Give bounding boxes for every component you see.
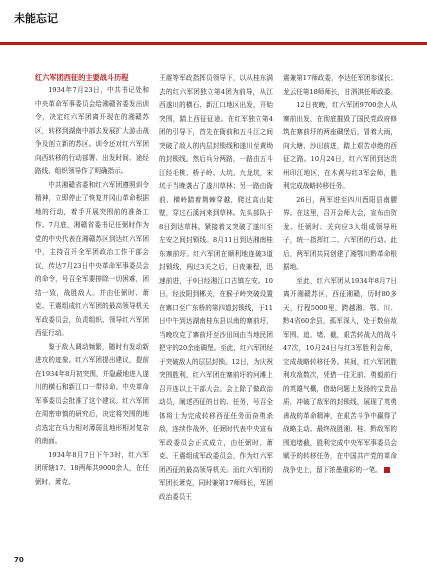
- text-column-2: [159, 72, 273, 504]
- paragraph: 鉴于敌人调动频繁，随时有发动新进攻的迹象。红六军团提出建议，提前在1934年8月初突围，并隐蔽地进入遂川的横石和新江口一带待命。中央革命军事委员会批准了这个建议。红六军团在周密审慎的研究后，决定将突围的地点选定在兵力相对薄弱且地形相对复杂的南面。: [35, 342, 149, 445]
- end-mark-icon: [384, 467, 390, 473]
- text-column-1: [35, 72, 149, 489]
- paragraph: 1934年7月23日，中共书记处和中央革命军事委员会给湘赣省委发出训令，决定红六军团离开现在的湘赣苏区，转移到湖南中部去发展扩大游击战争及创立新的苏区。训令还对红六军团向西转移的行动部署、出发时间、途经路线、组织领导作了明确指示。: [35, 86, 149, 175]
- page-number: 70: [14, 556, 24, 564]
- section-title: 红六军团西征的主要战斗历程: [35, 73, 129, 82]
- running-header: [0, 0, 427, 40]
- text-column-3: [283, 72, 397, 477]
- paragraph: 王震等军政指挥员领导下，以从桂东满去的红六军团独立第4团为前导，从江西遂川的横石、新江口地区出发，开始突围，踏上西征征途。在红军独立第4团的引导下，首先在衙前和五斗江之间突破了敌人的内层封锁线和遂川至黄坳的封锁线。然后兵分两路，一路由五斗江经毛桃、桥子岭、大坑、九龙坑，宋坑于当晚袭占了遂川草林；另一路由衙前、横岭踏着荆棘穿越，爬过高山陡壁，穿过石溪河来到草林。先头部队于8日到达草林。紧接着又突破了遂川至左安之间封锁线。8月11日到达湘南桂东寨前圩。红六军团在顺利地连破3道封锁线，闯过3关之后，日夜兼程，迅速前进，于9日经湘江口古镇左安。10日，经汝阳到郴关，在猴子岭突破设置在寨口至广东桥的第四道封锁线，于11日中午到达湖南桂东县以南的寨前圩，当晚攻克了寨前圩至沙田间由当地民团把守的20余座碉堡。至此，红六军团经于突破敌人的层层封锁。12日，为庆祝突围胜利，红六军团在寨前圩的河滩上召开连以上干部大会。会上除了做政治动员，阐述西征的目的、任务，号召全体将士为完成转移西征任务而奋勇杀敌，连续作战外，任弼时代表中央宣布军政委员会正式成立，由任弼时、萧克、王震组成军政委员会，作为红六军团西征的最高领导机关。而红六军团的军团长萧克，同时兼第17师师长，军团政治委员王: [159, 74, 273, 501]
- article-body: [35, 72, 397, 550]
- paragraph: 26日，两军进至四川酉阳县南腰界。在这里，召开会师大会，宣布由贺龙、任弼时、关向应3人组成领导班子，统一指挥红二、六军团的行动。此后，两军团共同创建了湘鄂川黔革命根据地。: [283, 195, 397, 271]
- paragraph: [283, 275, 397, 478]
- paragraph: 12日夜晚，红六军团9700余人从寨前出发，在彻底摧毁了国民党政府修筑在寨前圩的两座碉堡后，冒着大雨，向大塘、沙田前进，踏上艰苦卓绝的西征之路。10月24日，红六军团到达贵州印江地区，在木黄与红3军会师，胜利完成战略转移任务。: [283, 101, 397, 190]
- paragraph: 震兼第17师政委，李达任军团参谋长；龙云任第18师师长，甘泗淇任师政委。: [283, 74, 397, 96]
- header-title: 未能忘记: [14, 12, 58, 25]
- header-rule: [0, 42, 427, 45]
- paragraph-text: 至此，红六军团从1934年8月7日离开湘赣苏区，西征湘赣，历时80多天，行程5000里，跨越湘、鄂、川、黔4省60余县，孤军深入，处于数倍敌军围、追、堵、截，艰苦转战大的战斗47次，10月24日与红3军胜利会师，完成战略转移任务。其间，红六军团胜利攻敌数次，凭借一往无前、勇毅前行的英雄气概，借助问题上发扬的宝贵品质，冲破了敌军的封锁线，展现了英勇善战的革命精神，在艰苦斗争中赢得了战略主动。最终战胜湘、桂、黔敌军的围追堵截，胜利完成中央军军事委员会赋予的转移任务，在中国共产党的革命战争史上，留下浓墨重彩的一笔。: [283, 276, 397, 474]
- paragraph: 1934年8月7日下午3时，红六军团所辖17、18两师共9000余人，在任弼时、萧克、: [35, 450, 149, 486]
- paragraph: 中共湘赣省委和红六军团遵照训令精神，立即停止了恢复井冈山革命根据地的行动，着手开展突围前的准备工作。7月底，湘赣省委书记任弼时作为党的中央代表在湘赣苏区到达红六军团中，主持召开全军团政治工作干部会议，传达7月23日中央革命军事委员会的命令，号召全军要排除一切困难，团结一致，战胜敌人。并由任弼时、萧克、王震组成红六军团的最高领导机关军政委员会，负责组织、领导红六军团西征行动。: [35, 180, 149, 337]
